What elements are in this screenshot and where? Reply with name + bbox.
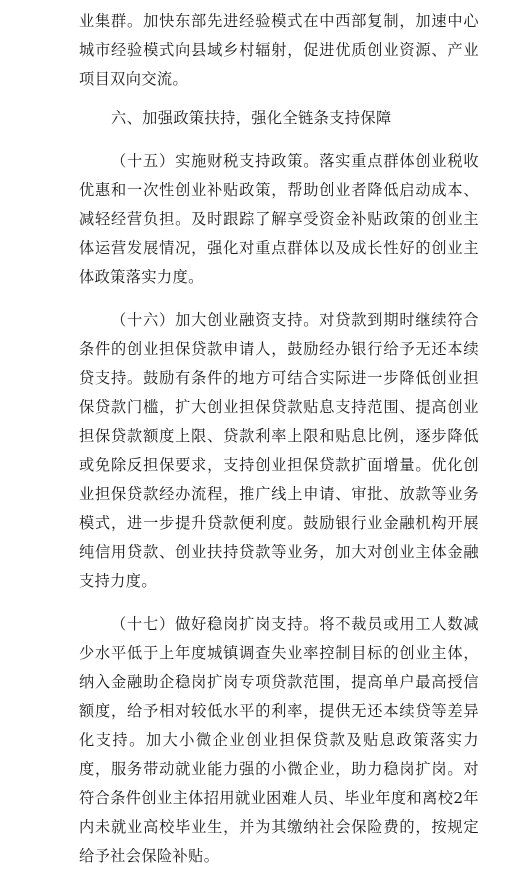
section-heading: 六、加强政策扶持，强化全链条支持保障 xyxy=(111,109,392,127)
spacer xyxy=(79,292,479,306)
spacer xyxy=(79,133,479,147)
paragraph-17: （十七）做好稳岗扩岗支持。将不裁员或用工人数减少水平低于上年度城镇调查失业率控制目标的创业主体，纳入金融助企稳岗扩岗专项贷款范围，提高单户最高授信额度，给予相对较低水平的利率，提供无还本续贷等差异化支持。加大小微企业创业担保贷款及贴息政策落实力度，服务带动就业能力强的小微企业，助力稳岗扩岗。对符合条件创业主体招用就业困难人员、毕业年度和离校2年内未就业高校毕业生，并为其缴纳社会保险费的，按规定给予社会保险补贴。 xyxy=(79,615,479,865)
paragraph-15: （十五）实施财税支持政策。落实重点群体创业税收优惠和一次性创业补贴政策，帮助创业者降低启动成本、减轻经营负担。及时跟踪了解享受资金补贴政策的创业主体运营发展情况，强化对重点群体以及成长性好的创业主体政策落实力度。 xyxy=(79,152,479,286)
spacer xyxy=(79,596,479,610)
intro-paragraph: 业集群。加快东部先进经验模式在中西部复制，加速中心城市经验模式向县域乡村辐射，促进优质创业资源、产业项目双向交流。 xyxy=(79,12,479,88)
paragraph-16: （十六）加大创业融资支持。对贷款到期时继续符合条件的创业担保贷款申请人，鼓励经办银行给予无还本续贷支持。鼓励有条件的地方可结合实际进一步降低创业担保贷款门槛，扩大创业担保贷款贴息支持范围、提高创业担保贷款额度上限、贷款利率上限和贴息比例，逐步降低或免除反担保要求，支持创业担保贷款扩面增量。优化创业担保贷款经办流程，推广线上申请、审批、放款等业务模式，进一步提升贷款便利度。鼓励银行业金融机构开展纯信用贷款、创业扶持贷款等业务，加大对创业主体金融支持力度。 xyxy=(79,311,479,590)
